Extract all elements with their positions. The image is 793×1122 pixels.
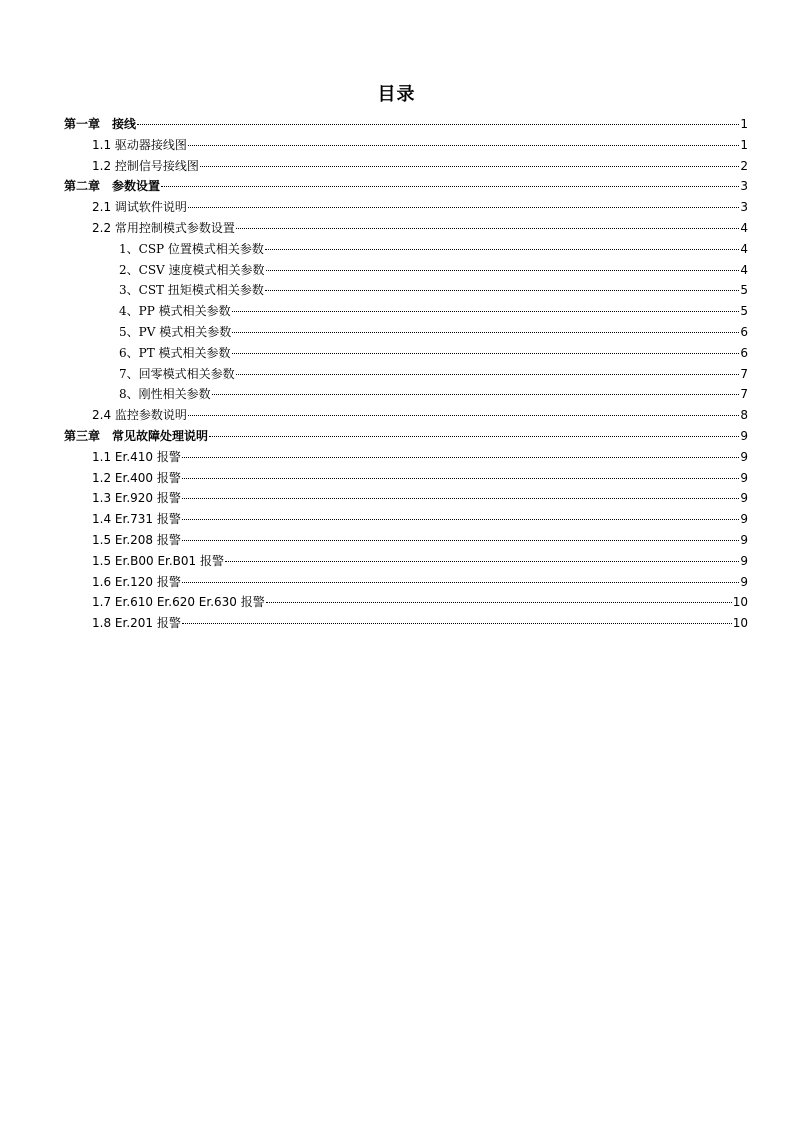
toc-entry[interactable] [64, 176, 748, 197]
toc-entry-page-number: 3 [740, 179, 748, 194]
toc-entry[interactable] [64, 156, 748, 177]
toc-dot-leader [225, 561, 739, 562]
toc-dot-leader [265, 290, 740, 291]
toc-dot-leader [236, 228, 739, 229]
toc-entry-label: 1.8 Er.201 报警 [92, 616, 181, 631]
toc-entry-page-number: 6 [740, 324, 748, 339]
toc-entry-page-number: 4 [740, 262, 748, 277]
toc-entry-page-number: 8 [740, 408, 748, 423]
toc-entry-page-number: 10 [732, 616, 748, 631]
toc-entry-page-number: 1 [740, 117, 748, 131]
toc-entry-page-number: 7 [740, 387, 748, 402]
toc-dot-leader [212, 394, 740, 395]
toc-entry-label: 2.4 监控参数说明 [92, 408, 187, 423]
toc-entry-page-number: 9 [740, 512, 748, 527]
toc-entry-label: 6、PT 模式相关参数 [119, 345, 231, 360]
toc-dot-leader [137, 124, 739, 125]
toc-dot-leader [188, 207, 739, 208]
toc-entry-label: 1.5 Er.208 报警 [92, 532, 181, 547]
toc-entry[interactable] [64, 572, 748, 593]
toc-entry[interactable] [64, 322, 748, 343]
toc-entry-page-number: 9 [740, 449, 748, 464]
toc-dot-leader [182, 623, 732, 624]
toc-entry[interactable] [64, 551, 748, 572]
toc-entry-page-number: 5 [740, 283, 748, 298]
toc-entry-page-number: 9 [740, 553, 748, 568]
toc-entry-label: 第三章 常见故障处理说明 [64, 428, 209, 443]
toc-entry[interactable] [64, 384, 748, 405]
toc-dot-leader [200, 166, 739, 167]
toc-entry-page-number: 3 [740, 200, 748, 215]
toc-dot-leader [209, 436, 739, 437]
toc-entry[interactable] [64, 405, 748, 426]
toc-entry[interactable] [64, 468, 748, 489]
toc-entry-page-number: 9 [740, 491, 748, 506]
toc-entry-page-number: 9 [740, 428, 748, 443]
toc-entry-page-number: 6 [740, 345, 748, 360]
toc-entry-page-number: 4 [740, 220, 748, 235]
toc-dot-leader [188, 145, 739, 146]
toc-dot-leader [232, 353, 740, 354]
toc-entry-label: 5、PV 模式相关参数 [119, 324, 232, 339]
toc-dot-leader [182, 519, 740, 520]
toc-entry-label: 1.5 Er.B00 Er.B01 报警 [92, 553, 224, 568]
toc-entry[interactable] [64, 197, 748, 218]
toc-entry[interactable] [64, 301, 748, 322]
toc-entry-label: 1.6 Er.120 报警 [92, 574, 181, 589]
toc-dot-leader [266, 602, 732, 603]
toc-entry-label: 1.1 Er.410 报警 [92, 449, 181, 464]
toc-entry[interactable] [64, 426, 748, 447]
toc-entry-label: 1.1 驱动器接线图 [92, 137, 187, 152]
toc-entry-label: 8、刚性相关参数 [119, 387, 211, 402]
toc-entry[interactable] [64, 260, 748, 281]
toc-entry[interactable] [64, 488, 748, 509]
table-of-contents [64, 114, 748, 634]
toc-entry-label: 4、PP 模式相关参数 [119, 304, 231, 319]
toc-entry-label: 1.7 Er.610 Er.620 Er.630 报警 [92, 595, 265, 610]
toc-entry[interactable] [64, 135, 748, 156]
toc-entry[interactable] [64, 280, 748, 301]
toc-entry-page-number: 7 [740, 366, 748, 381]
toc-entry-label: 2、CSV 速度模式相关参数 [119, 262, 265, 277]
toc-dot-leader [266, 270, 740, 271]
toc-entry-label: 2.2 常用控制模式参数设置 [92, 220, 235, 235]
toc-entry-page-number: 5 [740, 304, 748, 319]
toc-entry[interactable] [64, 613, 748, 634]
toc-dot-leader [188, 415, 739, 416]
toc-entry[interactable] [64, 447, 748, 468]
toc-entry[interactable] [64, 364, 748, 385]
toc-entry-page-number: 2 [740, 158, 748, 173]
toc-entry[interactable] [64, 239, 748, 260]
toc-dot-leader [182, 582, 740, 583]
toc-entry-page-number: 9 [740, 574, 748, 589]
toc-entry-label: 1、CSP 位置模式相关参数 [119, 241, 264, 256]
toc-entry[interactable] [64, 114, 748, 135]
toc-title: 目录 [377, 84, 416, 105]
toc-entry[interactable] [64, 218, 748, 239]
toc-dot-leader [182, 478, 740, 479]
toc-entry-label: 1.3 Er.920 报警 [92, 491, 181, 506]
toc-entry[interactable] [64, 509, 748, 530]
toc-entry-label: 2.1 调试软件说明 [92, 200, 187, 215]
toc-dot-leader [161, 186, 739, 187]
toc-entry-label: 3、CST 扭矩模式相关参数 [119, 283, 264, 298]
toc-entry-label: 第一章 接线 [64, 117, 137, 131]
toc-entry[interactable] [64, 592, 748, 613]
toc-entry-label: 1.4 Er.731 报警 [92, 512, 181, 527]
toc-entry-page-number: 9 [740, 532, 748, 547]
toc-dot-leader [182, 540, 740, 541]
toc-entry-page-number: 9 [740, 470, 748, 485]
toc-dot-leader [236, 374, 740, 375]
toc-entry-label: 第二章 参数设置 [64, 179, 161, 194]
toc-dot-leader [232, 311, 740, 312]
toc-dot-leader [182, 498, 740, 499]
toc-entry-page-number: 1 [740, 137, 748, 152]
toc-entry-label: 7、回零模式相关参数 [119, 366, 235, 381]
toc-entry[interactable] [64, 343, 748, 364]
toc-entry-label: 1.2 控制信号接线图 [92, 158, 199, 173]
toc-entry-label: 1.2 Er.400 报警 [92, 470, 181, 485]
toc-entry[interactable] [64, 530, 748, 551]
toc-entry-page-number: 10 [732, 595, 748, 610]
toc-entry-page-number: 4 [740, 241, 748, 256]
toc-dot-leader [265, 249, 739, 250]
toc-dot-leader [232, 332, 739, 333]
toc-dot-leader [182, 457, 740, 458]
